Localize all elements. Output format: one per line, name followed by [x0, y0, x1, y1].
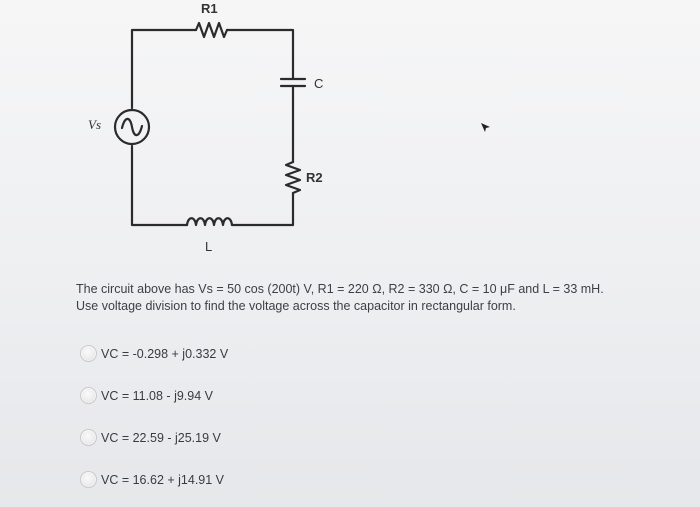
wire-top-left: [132, 30, 196, 108]
vs-label: Vs: [88, 117, 101, 132]
inductor-l: [187, 218, 232, 225]
radio-button[interactable]: [80, 387, 97, 404]
resistor-r2: [286, 162, 300, 193]
option-a-label: VC = -0.298 + j0.332 V: [101, 346, 229, 361]
capacitor-label: C: [314, 76, 324, 91]
sine-wave-icon: [122, 119, 142, 135]
resistor-r1: [196, 23, 227, 37]
radio-button[interactable]: [80, 471, 97, 488]
option-d-label: VC = 16.62 + j14.91 V: [101, 472, 225, 487]
option-c[interactable]: [80, 429, 221, 446]
option-d[interactable]: [80, 471, 224, 488]
r1-label: R1: [201, 1, 218, 16]
wire-bottom-left: [132, 146, 187, 225]
wire-top-right: [227, 30, 293, 78]
question-text: [76, 281, 696, 315]
question-line-1: The circuit above has Vs = 50 cos (200t) V, R1 = 220 Ω, R2 = 330 Ω, C = 10 μF and L = 33 mH.: [76, 282, 604, 296]
option-b-label: VC = 11.08 - j9.94 V: [101, 388, 213, 403]
radio-button[interactable]: [80, 345, 97, 362]
r2-label: R2: [306, 170, 323, 185]
question-line-2: Use voltage division to find the voltage across the capacitor in rectangular form.: [76, 299, 516, 313]
option-b[interactable]: [80, 387, 213, 404]
wire-right-bottom: [232, 193, 293, 225]
inductor-label: L: [205, 239, 213, 254]
radio-button[interactable]: [80, 429, 97, 446]
mouse-cursor-icon: [480, 122, 492, 134]
option-a[interactable]: [80, 345, 228, 362]
option-c-label: VC = 22.59 - j25.19 V: [101, 430, 221, 445]
